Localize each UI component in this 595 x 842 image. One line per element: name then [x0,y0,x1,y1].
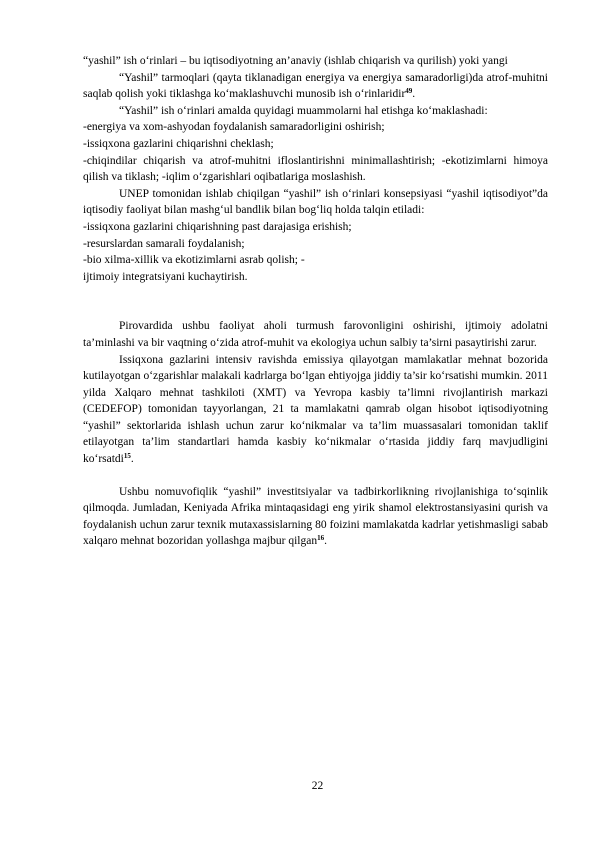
list-item-integration: ijtimoiy integratsiyani kuchaytirish. [83,270,248,283]
paragraph-greenhouse: Issiqxona gazlarini intensiv ravishda emissiya qilayotgan mamlakatlar mehnat bozorida kutilayotgan o‘zgarishlar malakali kadrlarga bo‘lgan ehtiyojga jiddiy ta’sir ko‘rsatishi mumkin. 2011 yilda Xalqaro mehnat tashkiloti (XMT) va Yevropa kasbiy ta’limni rivojlantirish markazi (CEDEFOP) tomonidan tayyorlangan, 21 ta mamlakatni qamrab olgan hisobot iqtisodiyotning “yashil” sektorlarida ishlash uchun zarur ko‘nikmalar va ta’lim muassasalari tomonidan taklif etilayotgan ta’lim standartlari hamda kasbiy ko‘nikmalar o‘rtasida jiddiy farq mavjudligini ko‘rsatdi$^{15}$. [83,353,548,466]
footnote-ref-49[interactable]: 49 [405,87,413,96]
document-body [83,53,548,550]
list-item-gas: -issiqxona gazlarini chiqarishni cheklash; [83,137,274,150]
footnote-ref-15[interactable]: 15 [123,452,131,461]
list-item-waste: -chiqindilar chiqarish va atrof-muhitni ifloslantirishni minimallashtirish; -ekotizimlarni himoya qilish va tiklash; -iqlim o‘zgarishlari oqibatlariga moslashish. [83,154,548,184]
list-item-biodiversity: -bio xilma-xillik va ekotizimlarni asrab qolish; - [83,254,305,267]
paragraph-3: “Yashil” ish o‘rinlari amalda quyidagi muammolarni hal etishga ko‘maklashadi: [119,104,488,117]
list-item-low-emission: -issiqxona gazlarini chiqarishning past darajasiga erishish; [83,220,352,233]
paragraph-mismatch: Ushbu nomuvofiqlik “yashil” investitsiyalar va tadbirkorlikning rivojlanishiga to‘sqinlik qilmoqda. Jumladan, Keniyada Afrika mintaqasidagi eng yirik shamol elektrostansiyasini qurish va foydalanish uchun zarur texnik mutaxassislarning 80 foizini mamlakatda kadrlar yetishmasligi sabab xalqaro mehnat bozoridan yollashga majbur qilgan$^{16}$. [83,485,548,548]
footnote-ref-16[interactable]: 16 [317,534,325,543]
list-item-resources: -resurslardan samarali foydalanish; [83,237,245,250]
paragraph-welfare: Pirovardida ushbu faoliyat aholi turmush farovonligini oshirishi, ijtimoiy adolatni ta’minlashi va bir vaqtning o‘zida atrof-muhit va ekologiya uchun salbiy ta’sirni pasaytirishi zarur. [83,320,548,349]
paragraph-unep: UNEP tomonidan ishlab chiqilgan “yashil” ish o‘rinlari konsepsiyasi “yashil iqtisodiyot”da iqtisodiy faoliyat bilan mashg‘ul bandlik bilan bog‘liq holda talqin etiladi: [83,187,548,217]
paragraph-2: “Yashil” tarmoqlari (qayta tiklanadigan energiya va energiya samaradorligi)da atrof-muhitni saqlab qolish yoki tiklashga ko‘maklashuvchi munosib ish o‘rinlaridir$^{49}$. [83,71,548,101]
paragraph-1: “yashil” ish o‘rinlari – bu iqtisodiyotning an’anaviy (ishlab chiqarish va qurilish) yoki yangi [83,55,508,67]
list-item-energy: -energiya va xom-ashyodan foydalanish samaradorligini oshirish; [83,121,385,134]
page-number: 22 [311,780,324,792]
